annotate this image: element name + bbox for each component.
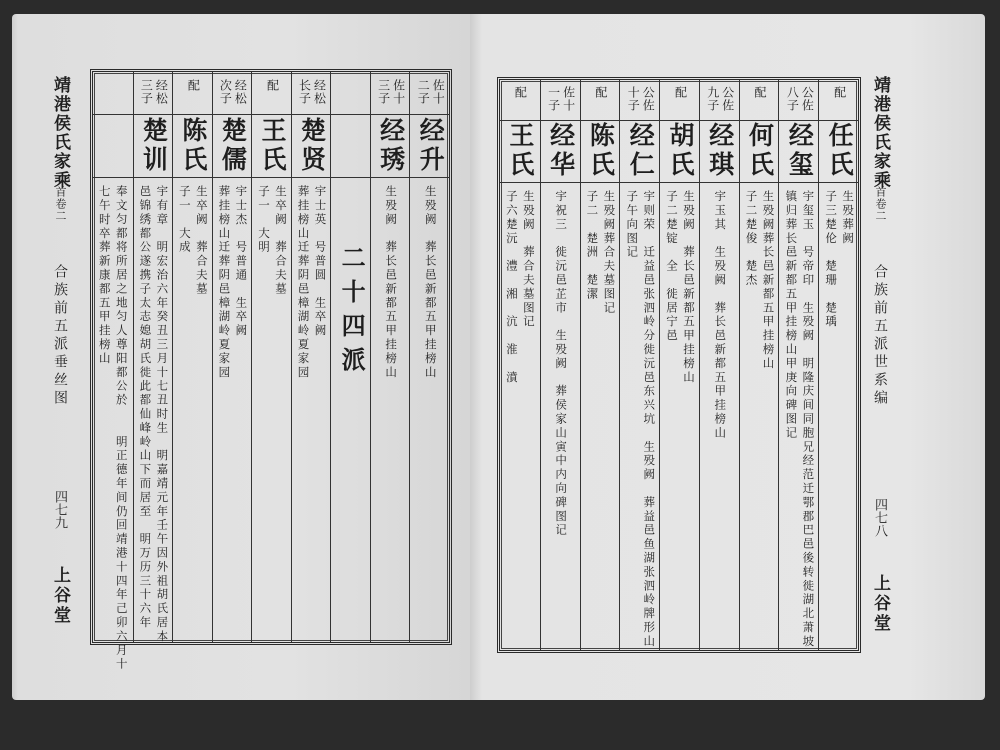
table-column	[251, 72, 292, 642]
record-text: 子三楚伦 楚珊 楚瑀	[824, 190, 839, 329]
record-text: 宇有章 明宏治六年癸丑三月十七丑时生 明嘉靖元年壬午因外祖胡氏居本	[155, 185, 170, 644]
record-text: 葬挂榜山迁葬阴邑樟湖岭夏家园	[296, 185, 311, 380]
person-name: 经升	[416, 116, 446, 175]
table-column	[580, 80, 621, 650]
relation-label: 公佐十子	[626, 86, 656, 112]
column-header	[541, 80, 581, 121]
relation-label: 经松三子	[139, 79, 169, 105]
record-text: 葬挂榜山迁葬阴邑樟湖岭夏家园	[217, 185, 232, 380]
column-header	[581, 80, 621, 121]
record-cell	[819, 182, 859, 650]
table-column	[739, 80, 780, 650]
record-text: 生殁阙 葬长邑新都五甲挂榜山	[423, 185, 438, 380]
person-name: 经玺	[785, 122, 815, 180]
left-page	[12, 14, 470, 700]
column-header	[134, 72, 174, 115]
column-header	[620, 80, 660, 121]
record-cell	[581, 182, 621, 650]
record-text: 奉文匀都将所居之地匀人尊阳都公於 明正德年间仍回靖港十四年己卯六月十	[114, 185, 129, 672]
table-column	[212, 72, 253, 642]
record-text: 子六楚沅 澧 湘 沆 淮 濆	[504, 190, 519, 385]
column-header	[213, 72, 253, 115]
name-cell	[410, 114, 450, 178]
column-header	[292, 72, 332, 115]
record-text: 生殁阙 葬长邑新都五甲挂榜山	[681, 190, 696, 385]
record-cell	[371, 177, 411, 642]
table-column	[409, 72, 450, 642]
record-cell	[620, 182, 660, 650]
name-cell	[93, 114, 133, 178]
record-cell	[410, 177, 450, 642]
record-text: 子二 楚洲 楚潔	[585, 190, 600, 302]
name-cell	[779, 120, 819, 183]
name-cell	[819, 120, 859, 183]
generation-label: 二十四派	[337, 245, 367, 381]
table-column	[330, 72, 371, 642]
relation-label: 公佐九子	[705, 86, 735, 112]
table-column	[93, 72, 133, 672]
column-header	[331, 72, 371, 115]
person-name: 经琇	[376, 116, 406, 175]
column-header	[660, 80, 700, 121]
page-number: 四七八	[872, 498, 887, 537]
name-cell	[700, 120, 740, 183]
table-column	[818, 80, 859, 650]
record-cell	[500, 182, 540, 650]
record-text: 宇士杰 号普通 生卒阙	[234, 185, 249, 338]
page-number: 四七九	[52, 490, 67, 529]
relation-label: 佐十二子	[416, 79, 446, 105]
record-text: 生殁葬阙	[841, 190, 856, 246]
record-text: 宇士英 号普圆 生卒阙	[313, 185, 328, 338]
table-column	[172, 72, 213, 642]
name-cell	[740, 120, 780, 183]
name-cell	[134, 114, 174, 178]
name-cell	[500, 120, 540, 183]
person-name: 楚贤	[297, 116, 327, 175]
record-text: 宇玉其 生殁阙 葬长邑新都五甲挂榜山	[713, 190, 728, 441]
record-cell	[134, 177, 174, 642]
hall-name: 上谷堂	[50, 566, 70, 626]
record-text: 生殁阙 葬长邑新都五甲挂榜山	[384, 185, 399, 380]
table-column	[778, 80, 819, 650]
name-cell	[252, 114, 292, 178]
relation-label: 配	[832, 86, 847, 99]
section-title: 合族前五派垂丝图	[52, 264, 68, 408]
table-column	[540, 80, 581, 650]
record-cell	[93, 177, 133, 672]
column-header	[252, 72, 292, 115]
column-header	[410, 72, 450, 115]
book-title: 靖港侯氏家乘	[50, 76, 70, 190]
person-name: 经华	[546, 122, 576, 180]
table-column	[619, 80, 660, 650]
record-text: 镇归葬长邑新都五甲挂榜山甲庚向碑图记	[784, 190, 799, 441]
record-cell	[213, 177, 253, 642]
relation-label: 经松长子	[297, 79, 327, 105]
name-cell	[173, 114, 213, 178]
person-name: 王氏	[257, 116, 287, 175]
relation-label: 佐十一子	[546, 86, 576, 112]
relation-label: 佐十三子	[376, 79, 406, 105]
column-header	[93, 72, 133, 115]
person-name: 楚儒	[218, 116, 248, 175]
record-cell	[252, 177, 292, 642]
relation-label: 配	[513, 86, 528, 99]
table-column	[500, 80, 540, 650]
relation-label: 配	[186, 79, 201, 92]
genealogy-table-left	[90, 69, 452, 672]
column-header	[740, 80, 780, 121]
record-text: 宇玺玉 号帝印 生殁阙 明隆庆间同胞兄经范迁鄂郡巴邑後转徙湖北萧坡	[801, 190, 816, 649]
record-cell	[660, 182, 700, 650]
person-name: 陈氏	[586, 122, 616, 180]
name-cell	[620, 120, 660, 183]
record-cell	[173, 177, 213, 642]
section-title: 合族前五派世系编	[872, 264, 888, 408]
record-text: 生卒阙 葬合夫墓	[273, 185, 288, 297]
record-text: 生殁阙 葬合夫墓图记	[521, 190, 536, 329]
person-name: 经琪	[705, 122, 735, 180]
column-header	[779, 80, 819, 121]
relation-label: 配	[593, 86, 608, 99]
record-cell	[700, 182, 740, 650]
name-cell	[213, 114, 253, 178]
record-cell	[292, 177, 332, 642]
book-title: 靖港侯氏家乘	[870, 76, 890, 190]
record-text: 子一 大成	[177, 185, 192, 255]
table-column	[291, 72, 332, 642]
person-name: 王氏	[505, 122, 535, 180]
hall-name: 上谷堂	[870, 574, 890, 634]
record-text: 子二楚锭 全 徙居宁邑	[664, 190, 679, 343]
relation-label: 配	[753, 86, 768, 99]
name-cell	[292, 114, 332, 178]
relation-label: 经松次子	[218, 79, 248, 105]
record-text: 七午时卒葬新康都五甲挂榜山	[97, 185, 112, 366]
relation-label: 公佐八子	[785, 86, 815, 112]
column-header	[700, 80, 740, 121]
genealogy-table-right	[497, 77, 861, 653]
person-name: 楚训	[139, 116, 169, 175]
name-cell	[581, 120, 621, 183]
person-name: 胡氏	[665, 122, 695, 180]
name-cell	[660, 120, 700, 183]
name-cell	[331, 114, 371, 178]
person-name: 何氏	[745, 122, 775, 180]
right-page	[470, 14, 985, 700]
record-text: 宇祝三 徙沅邑芷市 生殁阙 葬侯家山寅中内向碑图记	[554, 190, 569, 538]
relation-label: 配	[673, 86, 688, 99]
record-text: 宇则荣 迁益邑张泗岭分徙沅邑东兴坑 生殁阙 葬益邑鱼湖张泗岭牌形山	[642, 190, 657, 649]
record-text: 子二楚俊 楚杰	[744, 190, 759, 288]
person-name: 陈氏	[178, 116, 208, 175]
person-name: 任氏	[825, 122, 855, 180]
column-header	[173, 72, 213, 115]
record-text: 生殁阙葬合夫墓图记	[602, 190, 617, 316]
column-header	[371, 72, 411, 115]
name-cell	[541, 120, 581, 183]
column-header	[500, 80, 540, 121]
relation-label: 配	[265, 79, 280, 92]
record-cell	[331, 177, 371, 642]
person-name: 经仁	[626, 122, 656, 180]
record-cell	[740, 182, 780, 650]
record-text: 子一 大明	[256, 185, 271, 255]
record-cell	[779, 182, 819, 650]
name-cell	[371, 114, 411, 178]
column-header	[819, 80, 859, 121]
table-column	[370, 72, 411, 642]
volume-label: 首卷二	[874, 186, 887, 222]
record-text: 子午向图记	[625, 190, 640, 260]
record-text: 生卒阙 葬合夫墓	[194, 185, 209, 297]
table-column	[133, 72, 174, 642]
record-text: 生殁阙葬长邑新都五甲挂榜山	[761, 190, 776, 371]
record-cell	[541, 182, 581, 650]
table-column	[699, 80, 740, 650]
record-text: 邑锦绣都公遂携子太志媳胡氏徙此都仙峰岭山下而居至 明万历三十六年	[138, 185, 153, 630]
volume-label: 首卷二	[54, 186, 67, 222]
table-column	[659, 80, 700, 650]
